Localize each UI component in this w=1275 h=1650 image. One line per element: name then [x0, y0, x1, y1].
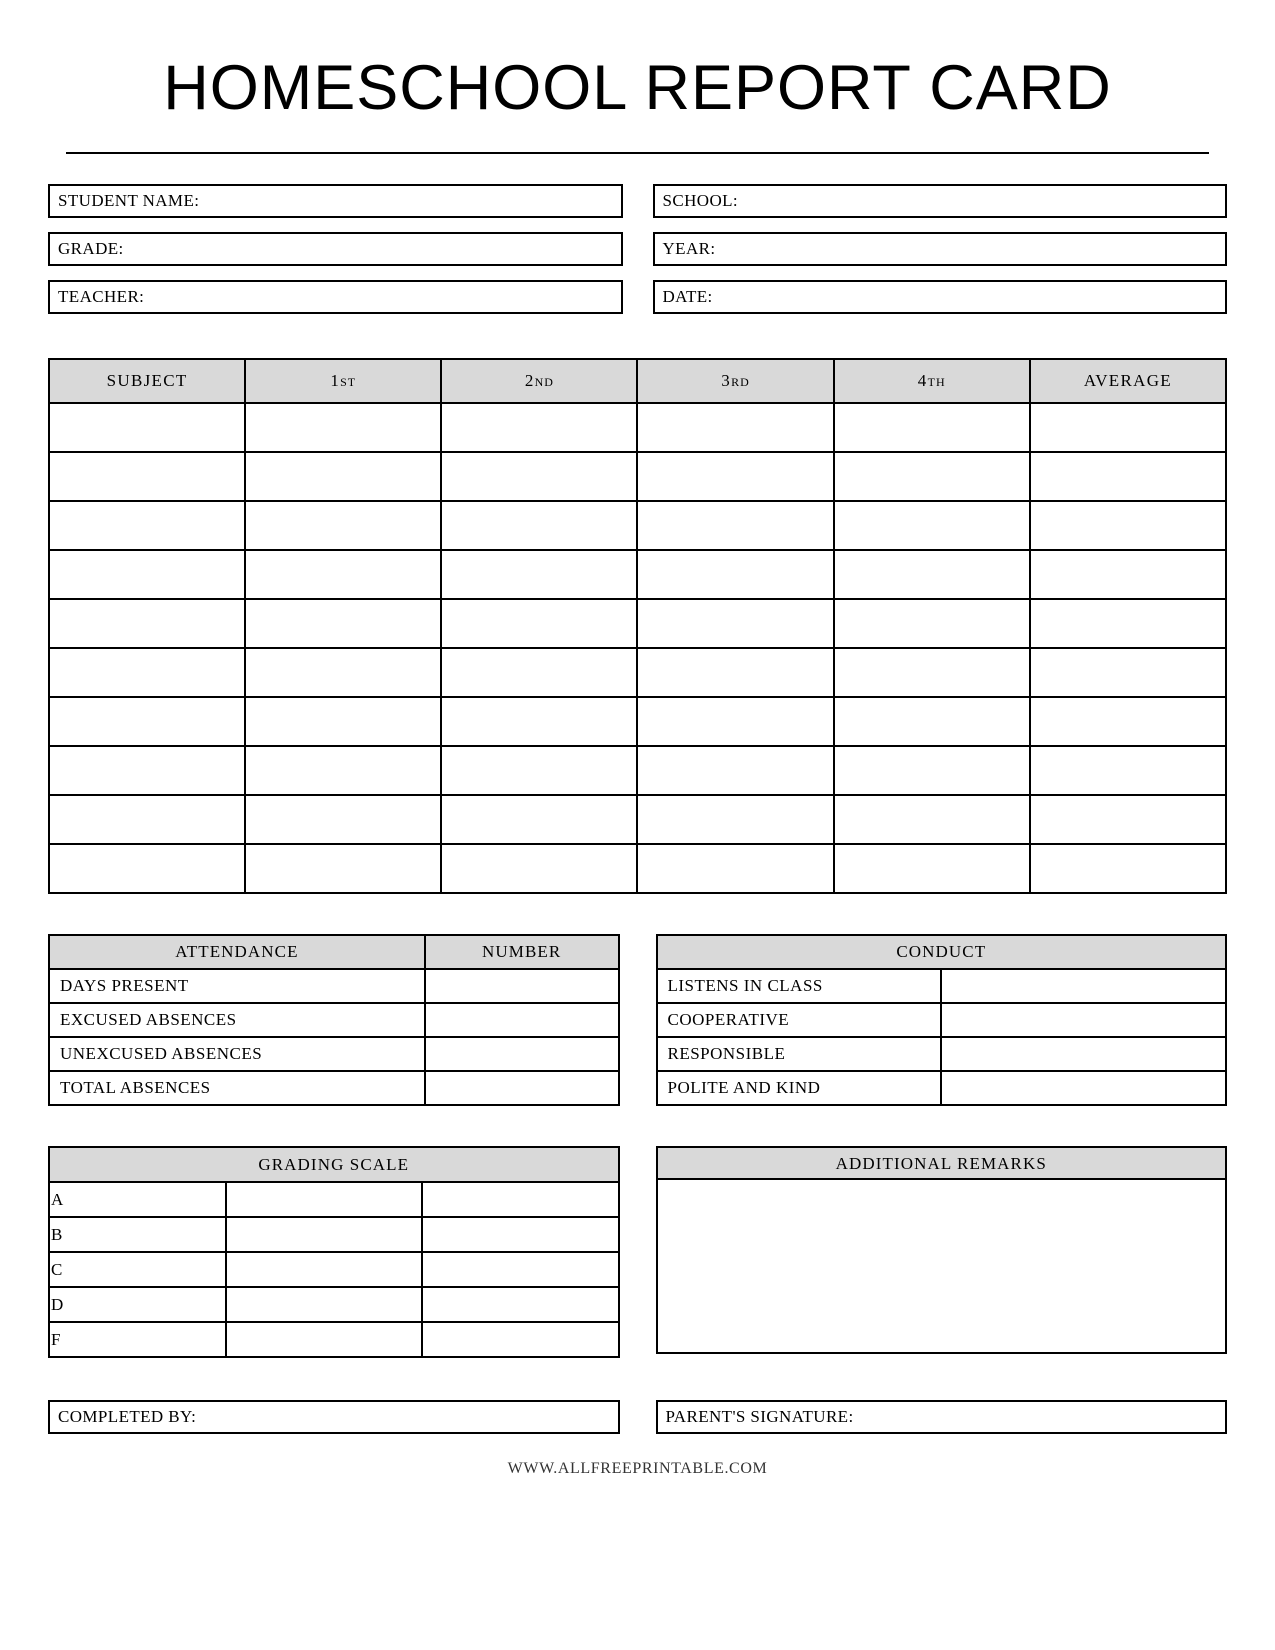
cell-average[interactable] — [1030, 697, 1226, 746]
cell-term-4[interactable] — [834, 795, 1030, 844]
cell-average[interactable] — [1030, 599, 1226, 648]
cell-term-1[interactable] — [245, 746, 441, 795]
column-header-term-1: 1ST — [245, 359, 441, 403]
cell-grade-range-high[interactable] — [422, 1252, 619, 1287]
row-label-polite-and-kind: POLITE AND KIND — [657, 1071, 942, 1105]
cell-grade-letter: C — [49, 1252, 226, 1287]
cell-grade-range-low[interactable] — [226, 1252, 422, 1287]
row-label-total-absences: TOTAL ABSENCES — [49, 1071, 425, 1105]
cell-subject[interactable] — [49, 697, 245, 746]
row-label-excused-absences: EXCUSED ABSENCES — [49, 1003, 425, 1037]
additional-remarks-box — [656, 1146, 1228, 1354]
table-row — [49, 1003, 619, 1037]
cell-grade-range-high[interactable] — [422, 1182, 619, 1217]
cell-subject[interactable] — [49, 403, 245, 452]
cell-term-1[interactable] — [245, 795, 441, 844]
field-label: DATE: — [662, 287, 713, 307]
cell-term-2[interactable] — [441, 795, 637, 844]
cell-term-3[interactable] — [637, 599, 833, 648]
cell-term-1[interactable] — [245, 452, 441, 501]
field-student-name[interactable] — [48, 184, 623, 218]
field-grade[interactable] — [48, 232, 623, 266]
table-row — [49, 648, 1226, 697]
cell-term-1[interactable] — [245, 648, 441, 697]
column-header-term-2: 2ND — [441, 359, 637, 403]
cell-subject[interactable] — [49, 599, 245, 648]
cell-term-4[interactable] — [834, 550, 1030, 599]
cell-term-2[interactable] — [441, 599, 637, 648]
cell-average[interactable] — [1030, 746, 1226, 795]
cell-listens-in-class-value[interactable] — [941, 969, 1226, 1003]
field-label: SCHOOL: — [662, 191, 739, 211]
footer-url: WWW.ALLFREEPRINTABLE.COM — [507, 1460, 768, 1478]
cell-term-2[interactable] — [441, 746, 637, 795]
cell-term-2[interactable] — [441, 697, 637, 746]
cell-grade-range-high[interactable] — [422, 1322, 619, 1357]
column-header-subject: SUBJECT — [49, 359, 245, 403]
column-header-number: NUMBER — [425, 935, 619, 969]
cell-term-3[interactable] — [637, 501, 833, 550]
table-row — [657, 1037, 1227, 1071]
table-row — [49, 1287, 619, 1322]
remarks-textarea[interactable] — [658, 1180, 1226, 1352]
cell-average[interactable] — [1030, 501, 1226, 550]
cell-average[interactable] — [1030, 844, 1226, 893]
cell-grade-range-high[interactable] — [422, 1217, 619, 1252]
cell-term-1[interactable] — [245, 599, 441, 648]
cell-term-1[interactable] — [245, 550, 441, 599]
cell-average[interactable] — [1030, 648, 1226, 697]
cell-term-3[interactable] — [637, 403, 833, 452]
grading-header-row — [49, 1147, 619, 1182]
table-header-row — [49, 359, 1226, 403]
cell-term-2[interactable] — [441, 501, 637, 550]
table-row — [49, 1217, 619, 1252]
cell-grade-letter: B — [49, 1217, 226, 1252]
table-row — [657, 969, 1227, 1003]
cell-term-1[interactable] — [245, 403, 441, 452]
table-row — [657, 1003, 1227, 1037]
cell-grade-range-low[interactable] — [226, 1322, 422, 1357]
cell-term-4[interactable] — [834, 501, 1030, 550]
cell-grade-range-low[interactable] — [226, 1287, 422, 1322]
cell-term-4[interactable] — [834, 697, 1030, 746]
cell-grade-range-low[interactable] — [226, 1217, 422, 1252]
table-row — [49, 1037, 619, 1071]
row-label-days-present: DAYS PRESENT — [49, 969, 425, 1003]
conduct-table — [656, 934, 1228, 1106]
field-label: GRADE: — [58, 239, 124, 259]
field-label: YEAR: — [662, 239, 716, 259]
row-label-cooperative: COOPERATIVE — [657, 1003, 942, 1037]
cell-term-4[interactable] — [834, 403, 1030, 452]
cell-grade-letter: F — [49, 1322, 226, 1357]
table-row — [49, 452, 1226, 501]
table-row — [49, 795, 1226, 844]
cell-term-1[interactable] — [245, 844, 441, 893]
field-label: COMPLETED BY: — [58, 1407, 197, 1427]
cell-term-3[interactable] — [637, 795, 833, 844]
field-label: TEACHER: — [58, 287, 145, 307]
table-row — [49, 1182, 619, 1217]
field-parent-signature[interactable] — [656, 1400, 1228, 1434]
attendance-header-row — [49, 935, 619, 969]
cell-subject[interactable] — [49, 550, 245, 599]
column-header-grading-scale: GRADING SCALE — [49, 1147, 619, 1182]
page-title: HOMESCHOOL REPORT CARD — [163, 53, 1112, 123]
table-row — [49, 844, 1226, 893]
title-divider — [66, 152, 1209, 154]
cell-term-2[interactable] — [441, 403, 637, 452]
cell-term-3[interactable] — [637, 844, 833, 893]
field-label: STUDENT NAME: — [58, 191, 200, 211]
signature-fields — [48, 1400, 1227, 1434]
remarks-header: ADDITIONAL REMARKS — [658, 1148, 1226, 1180]
cell-subject[interactable] — [49, 746, 245, 795]
field-teacher[interactable] — [48, 280, 623, 314]
cell-term-3[interactable] — [637, 550, 833, 599]
column-header-term-4: 4TH — [834, 359, 1030, 403]
cell-grade-letter: A — [49, 1182, 226, 1217]
cell-unexcused-absences-value[interactable] — [425, 1037, 619, 1071]
cell-subject[interactable] — [49, 795, 245, 844]
cell-average[interactable] — [1030, 550, 1226, 599]
cell-subject[interactable] — [49, 844, 245, 893]
cell-excused-absences-value[interactable] — [425, 1003, 619, 1037]
column-header-attendance: ATTENDANCE — [49, 935, 425, 969]
table-row — [49, 969, 619, 1003]
table-row — [49, 501, 1226, 550]
cell-term-3[interactable] — [637, 648, 833, 697]
row-label-responsible: RESPONSIBLE — [657, 1037, 942, 1071]
column-header-average: AVERAGE — [1030, 359, 1226, 403]
cell-average[interactable] — [1030, 452, 1226, 501]
table-row — [49, 746, 1226, 795]
cell-term-2[interactable] — [441, 844, 637, 893]
field-year[interactable] — [653, 232, 1228, 266]
cell-grade-letter: D — [49, 1287, 226, 1322]
cell-term-4[interactable] — [834, 844, 1030, 893]
cell-term-1[interactable] — [245, 501, 441, 550]
field-completed-by[interactable] — [48, 1400, 620, 1434]
cell-term-3[interactable] — [637, 452, 833, 501]
cell-cooperative-value[interactable] — [941, 1003, 1226, 1037]
table-row — [49, 1252, 619, 1287]
field-date[interactable] — [653, 280, 1228, 314]
table-row — [49, 403, 1226, 452]
field-school[interactable] — [653, 184, 1228, 218]
info-fields — [48, 184, 1227, 314]
cell-term-4[interactable] — [834, 648, 1030, 697]
cell-days-present-value[interactable] — [425, 969, 619, 1003]
cell-subject[interactable] — [49, 452, 245, 501]
cell-total-absences-value[interactable] — [425, 1071, 619, 1105]
grading-scale-table — [48, 1146, 620, 1358]
cell-term-3[interactable] — [637, 697, 833, 746]
subject-table-body — [49, 403, 1226, 893]
table-row — [49, 550, 1226, 599]
cell-term-4[interactable] — [834, 746, 1030, 795]
field-label: PARENT'S SIGNATURE: — [665, 1407, 854, 1427]
table-row — [657, 1071, 1227, 1105]
cell-grade-range-low[interactable] — [226, 1182, 422, 1217]
row-label-listens-in-class: LISTENS IN CLASS — [657, 969, 942, 1003]
cell-average[interactable] — [1030, 403, 1226, 452]
cell-subject[interactable] — [49, 501, 245, 550]
cell-average[interactable] — [1030, 795, 1226, 844]
cell-subject[interactable] — [49, 648, 245, 697]
cell-term-4[interactable] — [834, 452, 1030, 501]
cell-responsible-value[interactable] — [941, 1037, 1226, 1071]
column-header-term-3: 3RD — [637, 359, 833, 403]
cell-term-2[interactable] — [441, 648, 637, 697]
cell-term-3[interactable] — [637, 746, 833, 795]
cell-polite-and-kind-value[interactable] — [941, 1071, 1226, 1105]
cell-term-1[interactable] — [245, 697, 441, 746]
table-row — [49, 599, 1226, 648]
column-header-conduct: CONDUCT — [657, 935, 1227, 969]
cell-term-2[interactable] — [441, 550, 637, 599]
subject-grades-table — [48, 358, 1227, 894]
cell-term-2[interactable] — [441, 452, 637, 501]
attendance-table — [48, 934, 620, 1106]
table-row — [49, 1322, 619, 1357]
cell-grade-range-high[interactable] — [422, 1287, 619, 1322]
table-row — [49, 697, 1226, 746]
cell-term-4[interactable] — [834, 599, 1030, 648]
conduct-header-row — [657, 935, 1227, 969]
table-row — [49, 1071, 619, 1105]
row-label-unexcused-absences: UNEXCUSED ABSENCES — [49, 1037, 425, 1071]
